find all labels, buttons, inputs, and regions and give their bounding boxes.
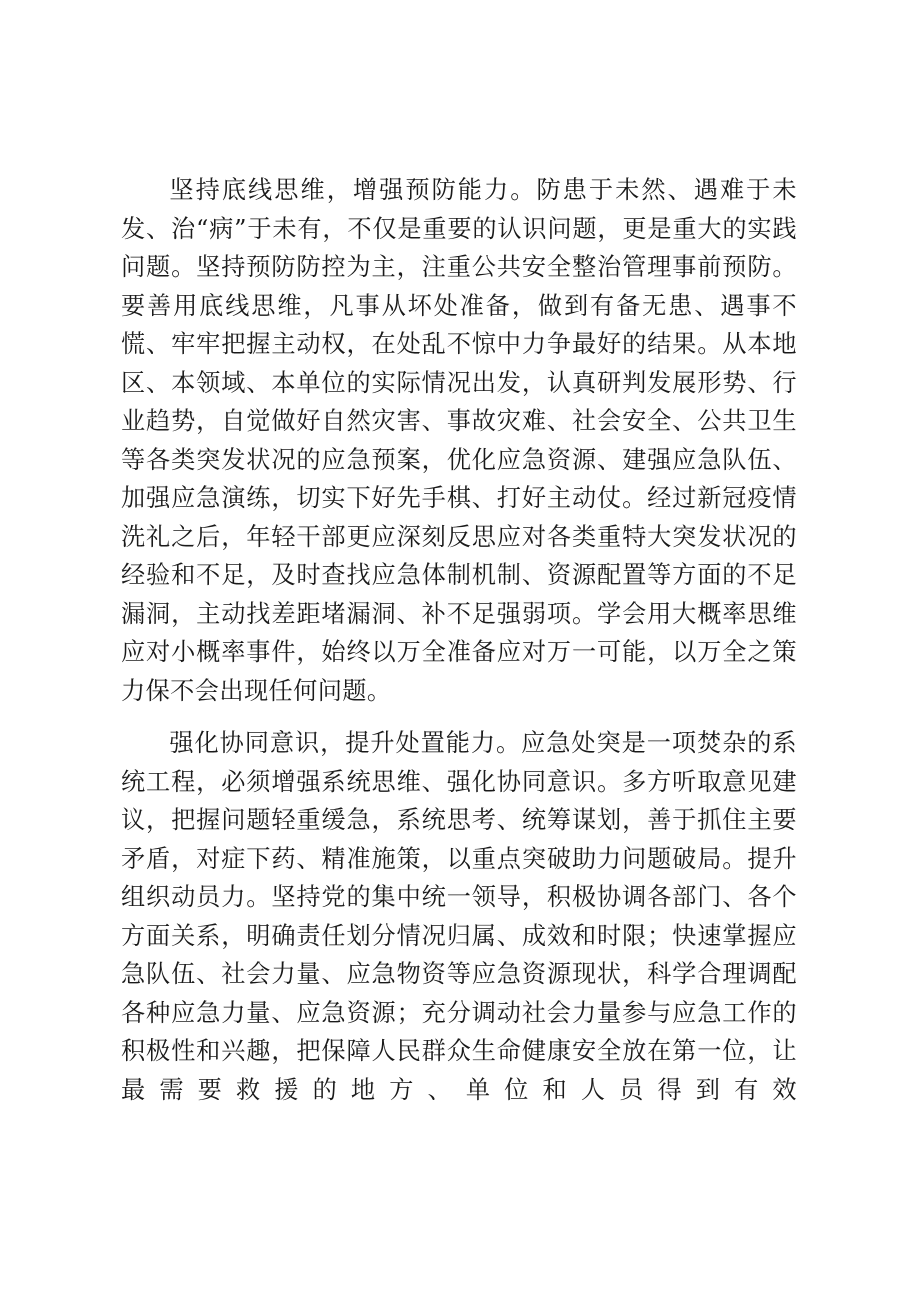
paragraph-coordination-awareness: 强化协同意识，提升处置能力。应急处突是一项焚杂的系统工程，必须增强系统思维、强化协同意识。多方听取意见建议，把握问题轻重缓急，系统思考、统筹谋划，善于抓住主要矛盾，对症下药、精准施策，以重点突破助力问题破局。提升组织动员力。坚持党的集中统一领导，积极协调各部门、各个方面关系，明确责任划分情况归属、成效和时限；快速掌握应急队伍、社会力量、应急物资等应急资源现状，科学合理调配各种应急力量、应急资源；充分调动社会力量参与应急工作的积极性和兴趣，把保障人民群众生命健康安全放在第一位，让最需要救援的地方、单位和人员得到有效	[121, 729, 797, 1104]
paragraph-bottom-line-thinking: 坚持底线思维，增强预防能力。防患于未然、遇难于未发、治“病”于未有，不仅是重要的认识问题，更是重大的实践问题。坚持预防防控为主，注重公共安全整治管理事前预防。要善用底线思维，凡事从坏处准备，做到有备无患、遇事不慌、牢牢把握主动权，在处乱不惊中力争最好的结果。从本地区、本领域、本单位的实际情况出发，认真研判发展形势、行业趋势，自觉做好自然灾害、事故灾难、社会安全、公共卫生等各类突发状况的应急预案，优化应急资源、建强应急队伍、加强应急演练，切实下好先手棋、打好主动仗。经过新冠疫情洗礼之后，年轻干部更应深刻反思应对各类重特大突发状况的经验和不足，及时查找应急体制机制、资源配置等方面的不足漏洞，主动找差距堵漏洞、补不足强弱项。学会用大概率思维应对小概率事件，始终以万全准备应对万一可能，以万全之策力保不会出现任何问题。	[121, 176, 797, 705]
document-body	[121, 171, 797, 1109]
